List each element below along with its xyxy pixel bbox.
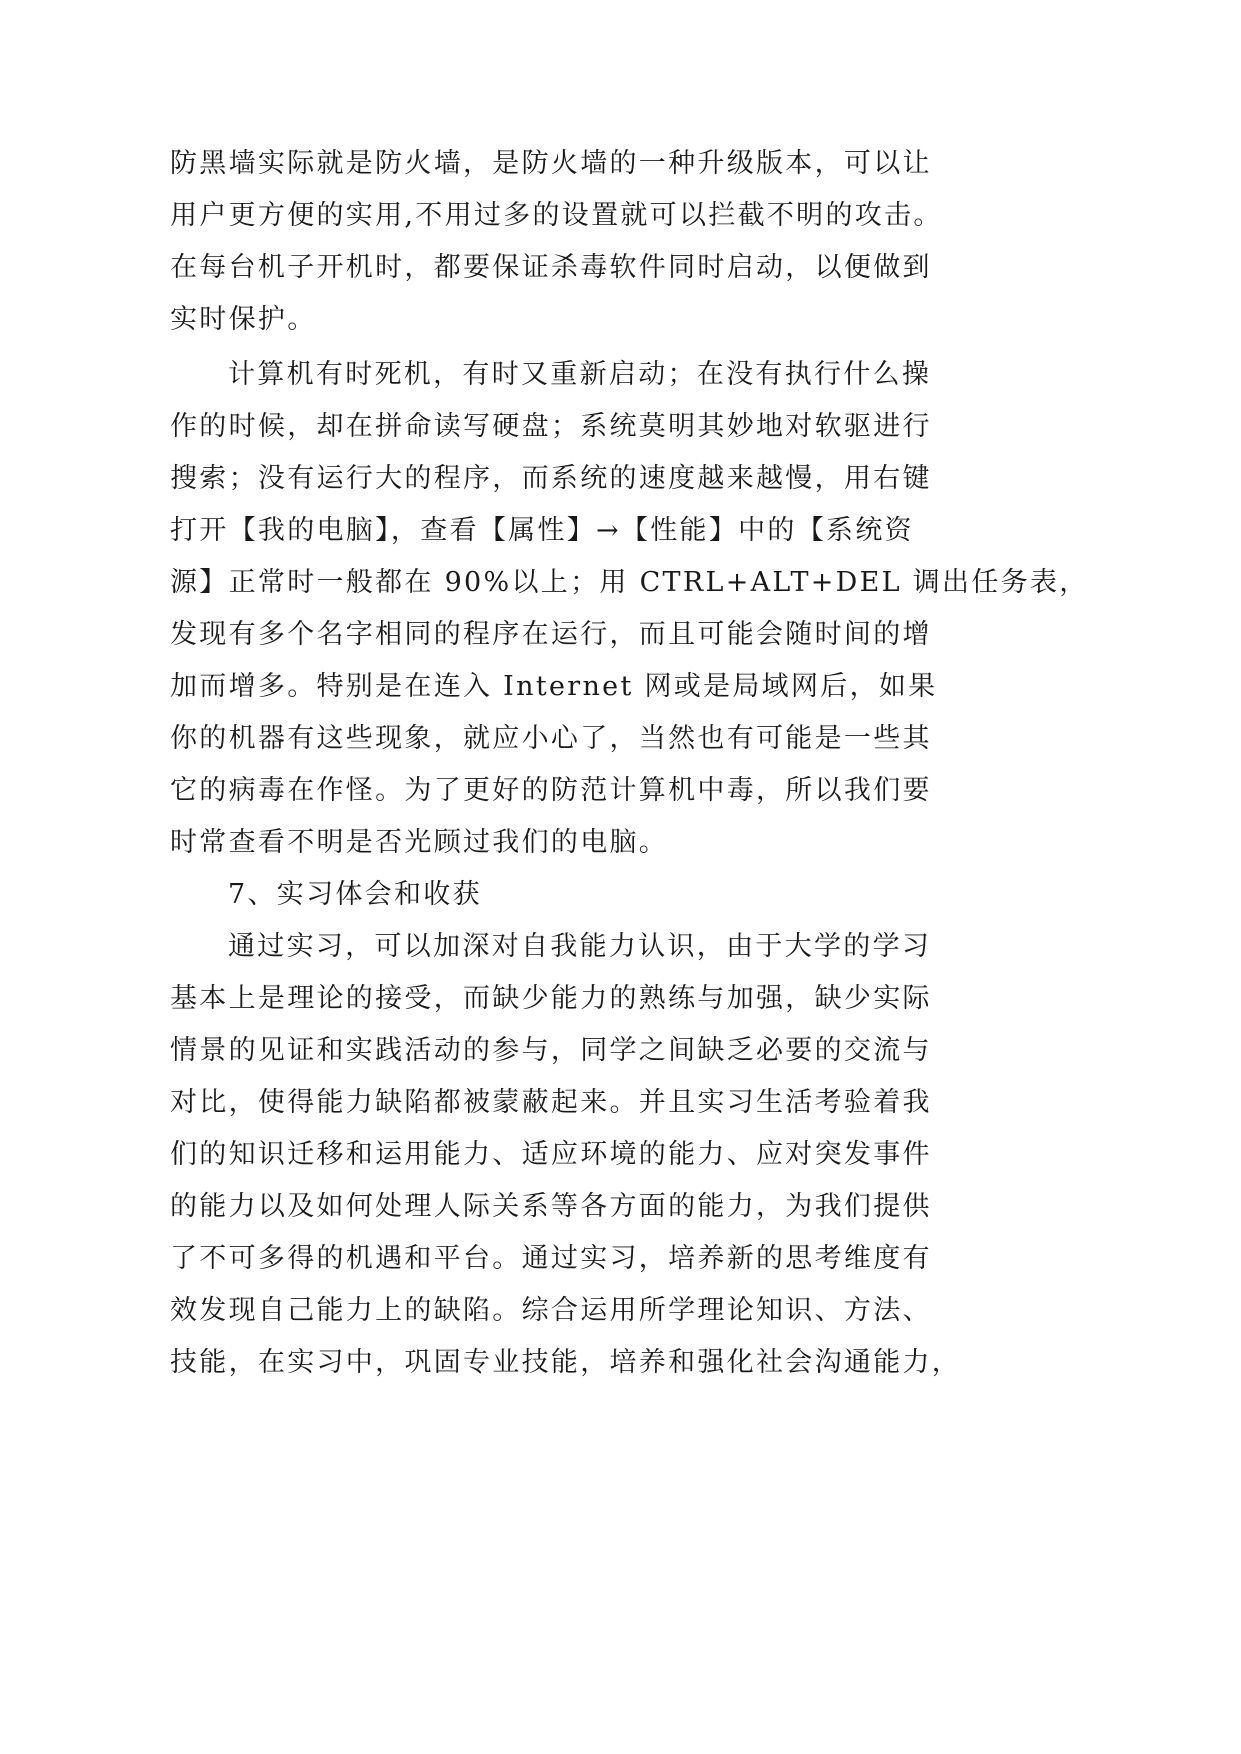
text-line: 防黑墙实际就是防火墙，是防火墙的一种升级版本，可以让 bbox=[170, 148, 932, 179]
text-line: 技能，在实习中，巩固专业技能，培养和强化社会沟通能力， bbox=[170, 1347, 962, 1378]
text-line: 搜索；没有运行大的程序，而系统的速度越来越慢，用右键 bbox=[170, 463, 932, 494]
section-heading: 7、实习体会和收获 bbox=[228, 879, 482, 910]
text-line: 发现有多个名字相同的程序在运行，而且可能会随时间的增 bbox=[170, 619, 932, 650]
text-line: 你的机器有这些现象，就应小心了，当然也有可能是一些其 bbox=[170, 723, 932, 754]
text-line: 在每台机子开机时，都要保证杀毒软件同时启动，以便做到 bbox=[170, 252, 932, 283]
text-line: 情景的见证和实践活动的参与，同学之间缺乏必要的交流与 bbox=[170, 1035, 932, 1066]
text-line: 基本上是理论的接受，而缺少能力的熟练与加强，缺少实际 bbox=[170, 983, 932, 1014]
text-line: 对比，使得能力缺陷都被蒙蔽起来。并且实习生活考验着我 bbox=[170, 1087, 932, 1118]
text-line: 们的知识迁移和运用能力、适应环境的能力、应对突发事件 bbox=[170, 1139, 932, 1170]
text-line: 实时保护。 bbox=[170, 304, 317, 335]
text-line: 的能力以及如何处理人际关系等各方面的能力，为我们提供 bbox=[170, 1191, 932, 1222]
text-line: 源】正常时一般都在 90%以上；用 CTRL+ALT+DEL 调出任务表， bbox=[170, 567, 1089, 598]
text-line: 计算机有时死机，有时又重新启动；在没有执行什么操 bbox=[228, 359, 932, 390]
text-line: 效发现自己能力上的缺陷。综合运用所学理论知识、方法、 bbox=[170, 1295, 932, 1326]
text-line: 通过实习，可以加深对自我能力认识，由于大学的学习 bbox=[228, 931, 932, 962]
text-line: 用户更方便的实用,不用过多的设置就可以拦截不明的攻击。 bbox=[170, 200, 943, 231]
text-line: 它的病毒在作怪。为了更好的防范计算机中毒，所以我们要 bbox=[170, 775, 932, 806]
text-line: 作的时候，却在拼命读写硬盘；系统莫明其妙地对软驱进行 bbox=[170, 411, 932, 442]
text-line: 加而增多。特别是在连入 Internet 网或是局域网后，如果 bbox=[170, 671, 938, 702]
text-line: 时常查看不明是否光顾过我们的电脑。 bbox=[170, 827, 669, 858]
text-line: 了不可多得的机遇和平台。通过实习，培养新的思考维度有 bbox=[170, 1243, 932, 1274]
text-line: 打开【我的电脑】，查看【属性】→【性能】中的【系统资 bbox=[170, 515, 914, 546]
